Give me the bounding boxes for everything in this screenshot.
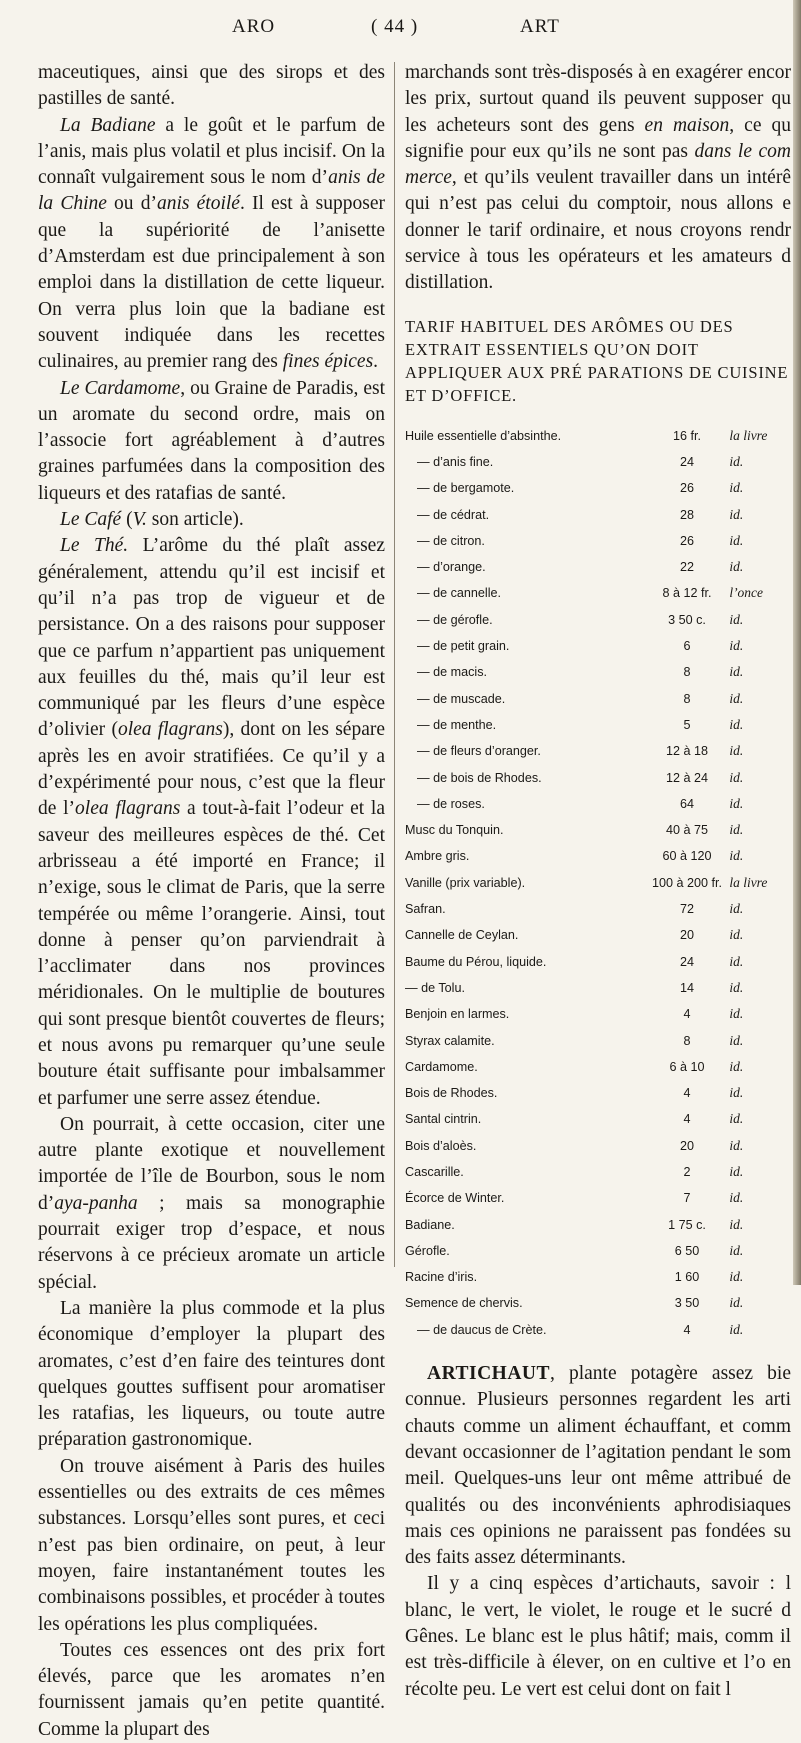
price-item-unit: id.	[729, 1295, 744, 1311]
price-row	[405, 712, 791, 738]
price-row	[405, 1080, 791, 1106]
price-item-price: 2	[683, 1164, 691, 1179]
price-item-unit: id.	[729, 638, 744, 654]
price-row	[405, 1054, 791, 1080]
price-row	[405, 1001, 791, 1027]
price-row	[405, 1133, 791, 1159]
price-item-name: Huile essentielle d’absinthe.	[405, 428, 562, 443]
left-paragraph: On trouve aisément à Paris des huiles essentielles ou des extraits de ces mêmes substances. Lorsqu’elles sont pures, et ceci n’est pas bien ordinaire, on peut, à leur moyen, faire instantanément toutes les combinaisons possibles, et procéder à toutes les opérations les plus compliquées.	[38, 1455, 385, 1635]
price-item-unit: la livre	[729, 427, 768, 443]
price-item-unit: id.	[729, 716, 744, 732]
price-row	[405, 1264, 791, 1290]
column-divider	[394, 62, 395, 1267]
price-item-name: — de bergamote.	[417, 481, 515, 496]
price-item-price: 12 à 18	[666, 744, 709, 759]
artichaut-paragraph: ARTICHAUT, plante potagère assez bie connue. Plusieurs personnes regardent les arti chauts comme un aliment échauffant, et comm devant occasionner de l’agitation pendant le som meil. Quelques-uns leur ont même attribué de qualités ou des inconvénients aphrodisiaques mais ces opinions ne paraissent pas fondées su des faits assez déterminants.	[405, 1363, 791, 1569]
price-item-price: 6 à 10	[669, 1059, 705, 1074]
price-item-name: Bois de Rhodes.	[405, 1086, 498, 1101]
price-item-name: Baume du Pérou, liquide.	[405, 954, 547, 969]
header-right-word: ART	[520, 16, 560, 37]
price-item-price: 4	[683, 1086, 691, 1101]
price-row	[405, 1106, 791, 1132]
price-item-name: — de citron.	[417, 533, 485, 548]
price-item-unit: id.	[729, 690, 744, 706]
price-item-unit: id.	[729, 1321, 744, 1337]
price-item-unit: id.	[729, 664, 744, 680]
price-item-price: 12 à 24	[666, 770, 709, 785]
price-item-name: Cascarille.	[405, 1164, 464, 1179]
price-row	[405, 1212, 791, 1238]
left-paragraph: La Badiane a le goût et le parfum de l’anis, mais plus volatil et plus incisif. On la connaît vulgairement sous le nom d’anis de la Chine ou d’anis étoilé. Il est à supposer que la supériorité de l’anisette d’Amsterdam est due principalement à son emploi dans la distillation de cette liqueur. On verra plus loin que la badiane est souvent indiquée dans les recettes culinaires, au premier rang des fines épices.	[38, 114, 385, 373]
price-item-name: — de bois de Rhodes.	[417, 770, 542, 785]
price-row	[405, 1159, 791, 1185]
price-item-price: 100 à 200 fr.	[652, 875, 723, 890]
price-item-price: 8	[683, 691, 691, 706]
price-row	[405, 580, 791, 606]
left-paragraph: Toutes ces essences ont des prix fort élevés, parce que les aromates n’en fournissent jamais qu’en petite quantité. Comme la plupart des	[38, 1639, 385, 1740]
price-row	[405, 423, 791, 449]
price-item-unit: id.	[729, 506, 744, 522]
price-row	[405, 765, 791, 791]
price-row	[405, 843, 791, 869]
price-item-name: — de menthe.	[417, 717, 497, 732]
price-item-unit: id.	[729, 848, 744, 864]
price-row	[405, 449, 791, 475]
price-item-unit: id.	[729, 769, 744, 785]
price-item-name: — de muscade.	[417, 691, 506, 706]
price-row	[405, 502, 791, 528]
price-item-unit: id.	[729, 927, 744, 943]
price-row	[405, 475, 791, 501]
price-item-unit: id.	[729, 953, 744, 969]
artichaut-paragraph: Il y a cinq espèces d’artichauts, savoir : l blanc, le vert, le violet, le rouge et le sucré d Gênes. Le blanc est le plus hâtif; mais, comm il est très-difficile à élever, on en cultive et l’o en récolte peu. Le vert est celui dont on fait l	[405, 1573, 791, 1700]
price-item-name: — de roses.	[417, 796, 485, 811]
header-left-word: ARO	[232, 16, 276, 37]
price-item-unit: id.	[729, 611, 744, 627]
price-item-name: Cardamome.	[405, 1059, 478, 1074]
left-paragraph: Le Café (V. son article).	[60, 509, 244, 531]
price-item-unit: id.	[729, 1269, 744, 1285]
price-item-name: — de daucus de Crète.	[417, 1322, 547, 1337]
price-item-name: Ambre gris.	[405, 849, 470, 864]
price-item-unit: id.	[729, 1006, 744, 1022]
price-row	[405, 607, 791, 633]
price-item-unit: id.	[729, 453, 744, 469]
right-column	[405, 60, 791, 1703]
price-item-price: 24	[680, 454, 695, 469]
price-row	[405, 1185, 791, 1211]
price-row	[405, 633, 791, 659]
price-row	[405, 554, 791, 580]
price-item-unit: id.	[729, 743, 744, 759]
price-row	[405, 791, 791, 817]
price-item-name: Safran.	[405, 902, 446, 917]
left-paragraph: maceutiques, ainsi que des sirops et des pastilles de santé.	[38, 62, 385, 110]
price-item-name: Musc du Tonquin.	[405, 823, 504, 838]
price-row	[405, 686, 791, 712]
price-item-name: — de macis.	[417, 665, 487, 680]
price-item-price: 6 50	[674, 1243, 700, 1258]
price-row	[405, 659, 791, 685]
artichaut-article	[405, 1361, 791, 1703]
price-item-price: 72	[680, 902, 695, 917]
price-item-unit: la livre	[729, 874, 768, 890]
price-row	[405, 1317, 791, 1343]
price-item-price: 4	[683, 1112, 691, 1127]
price-item-price: 24	[680, 954, 695, 969]
tarif-title: TARIF HABITUEL DES ARÔMES OU DES EXTRAIT ESSENTIELS QU’ON DOIT APPLIQUER AUX PRÉ PARATIONS DE CUISINE ET D’OFFICE.	[405, 316, 789, 405]
price-item-name: Benjoin en larmes.	[405, 1007, 510, 1022]
price-item-unit: id.	[729, 1216, 744, 1232]
price-item-price: 3 50	[674, 1296, 700, 1311]
price-item-name: Bois d’aloès.	[405, 1138, 477, 1153]
price-item-unit: id.	[729, 1085, 744, 1101]
price-item-name: Semence de chervis.	[405, 1296, 523, 1311]
price-item-unit: id.	[729, 1032, 744, 1048]
price-row	[405, 1028, 791, 1054]
price-row	[405, 949, 791, 975]
price-item-price: 20	[680, 928, 695, 943]
price-item-name: Styrax calamite.	[405, 1033, 495, 1048]
price-item-price: 8 à 12 fr.	[662, 586, 712, 601]
price-item-unit: id.	[729, 1242, 744, 1258]
price-row	[405, 817, 791, 843]
price-item-name: — d’orange.	[417, 560, 486, 575]
price-item-unit: id.	[729, 795, 744, 811]
left-paragraph: La manière la plus commode et la plus économique d’employer la plupart des aromates, c’est d’en faire des teintures dont quelques gouttes suffisent pour aromatiser les ratafias, les liqueurs, ou toute autre préparation gastronomique.	[38, 1297, 385, 1451]
price-item-price: 3 50 c.	[668, 612, 706, 627]
price-item-name: Racine d’iris.	[405, 1270, 478, 1285]
price-item-price: 26	[680, 533, 695, 548]
price-row	[405, 1290, 791, 1316]
price-item-price: 1 75 c.	[668, 1217, 706, 1232]
page-number: ( 44 )	[371, 16, 419, 37]
price-row	[405, 922, 791, 948]
running-header	[0, 16, 801, 46]
price-item-price: 28	[680, 507, 695, 522]
price-item-unit: id.	[729, 1190, 744, 1206]
price-item-price: 1 60	[674, 1270, 700, 1285]
price-item-name: — de cédrat.	[417, 507, 490, 522]
price-item-unit: id.	[729, 822, 744, 838]
price-item-name: — de Tolu.	[405, 980, 465, 995]
left-paragraph: Le Thé. L’arôme du thé plaît assez généralement, attendu qu’il est incisif et qu’il n’a pas trop de vigueur et de persistance. On a des raisons pour supposer que ce parfum n’appartient pas uniquement aux feuilles du thé, mais qu’il leur est communiqué par les fleurs d’une espèce d’olivier (olea flagrans), dont on les sépare après les en avoir stratifiées. Ce qu’il y a d’expérimenté pour nous, c’est que la fleur de l’olea flagrans a tout-à-fait l’odeur et la saveur des meilleures espèces de thé. Cet arbrisseau a été importé en France; il n’exige, sous le climat de Paris, que la serre tempérée ou même l’orangerie. Ainsi, tout donne à penser qu’on parviendrait à l’acclimater dans nos provinces méridionales. On le multiplie de boutures qui sont presque bientôt couvertes de fleurs; et nous avons pu remarquer qu’une seule bouture était suffisante pour imbalsammer et parfumer une serre assez étendue.	[38, 535, 386, 1109]
price-table	[405, 423, 791, 1343]
price-item-price: 7	[683, 1191, 691, 1206]
price-item-unit: id.	[729, 1137, 744, 1153]
price-item-price: 64	[680, 796, 695, 811]
price-item-unit: id.	[729, 979, 744, 995]
price-item-name: — de cannelle.	[417, 586, 502, 601]
price-item-name: — de fleurs d’oranger.	[417, 744, 541, 759]
price-row	[405, 528, 791, 554]
price-item-name: Santal cintrin.	[405, 1112, 482, 1127]
price-item-name: Cannelle de Ceylan.	[405, 928, 519, 943]
price-item-price: 4	[683, 1007, 691, 1022]
price-item-unit: id.	[729, 1058, 744, 1074]
price-item-name: — d’anis fine.	[417, 454, 494, 469]
left-paragraph: On pourrait, à cette occasion, citer une autre plante exotique et nouvellement importée de l’île de Bourbon, sous le nom d’aya-panha ; mais sa monographie pourrait exiger trop d’espace, et nous réservons à ce précieux aromate un article spécial.	[38, 1113, 385, 1293]
price-row	[405, 975, 791, 1001]
price-row	[405, 1238, 791, 1264]
price-item-unit: id.	[729, 532, 744, 548]
price-item-price: 8	[683, 1033, 691, 1048]
price-item-unit: id.	[729, 901, 744, 917]
left-paragraph: Le Cardamome, ou Graine de Paradis, est un aromate du second ordre, mais on l’associe fort agréablement à d’autres graines parfumées dans la composition des liqueurs et des ratafias de santé.	[38, 377, 385, 504]
price-item-unit: id.	[729, 1111, 744, 1127]
price-item-name: Badiane.	[405, 1217, 455, 1232]
price-item-unit: id.	[729, 1163, 744, 1179]
price-row	[405, 896, 791, 922]
price-item-price: 4	[683, 1322, 691, 1337]
price-item-price: 14	[680, 980, 695, 995]
price-item-name: — de petit grain.	[417, 639, 510, 654]
price-item-unit: id.	[729, 559, 744, 575]
page-binding-edge	[793, 0, 801, 1285]
price-item-name: Vanille (prix variable).	[405, 875, 526, 890]
price-item-name: Écorce de Winter.	[405, 1191, 505, 1206]
price-item-unit: l’once	[729, 585, 764, 601]
price-row	[405, 738, 791, 764]
price-row	[405, 870, 791, 896]
price-item-unit: id.	[729, 480, 744, 496]
price-item-price: 5	[683, 717, 691, 732]
price-item-price: 26	[680, 481, 695, 496]
price-item-price: 8	[683, 665, 691, 680]
price-item-price: 40 à 75	[666, 823, 709, 838]
left-column	[38, 60, 385, 1743]
right-intro-paragraph: marchands sont très-disposés à en exagérer encor les prix, surtout quand ils peuvent supposer qu les acheteurs sont des gens en maison, ce qu signifie pour eux qu’ils ne sont pas dans le com merce, et qu’ils veulent travailler dans un intérê qui n’est pas celui du comptoir, nous allons e donner le tarif ordinaire, et nous croyons rendr service à tous les opérateurs et les amateurs d distillation.	[405, 62, 791, 294]
price-item-name: Gérofle.	[405, 1243, 450, 1258]
price-item-price: 22	[680, 560, 695, 575]
price-item-price: 20	[680, 1138, 695, 1153]
price-item-price: 6	[683, 639, 691, 654]
price-item-price: 60 à 120	[662, 849, 712, 864]
price-item-name: — de gérofle.	[417, 612, 493, 627]
price-item-price: 16 fr.	[673, 428, 702, 443]
